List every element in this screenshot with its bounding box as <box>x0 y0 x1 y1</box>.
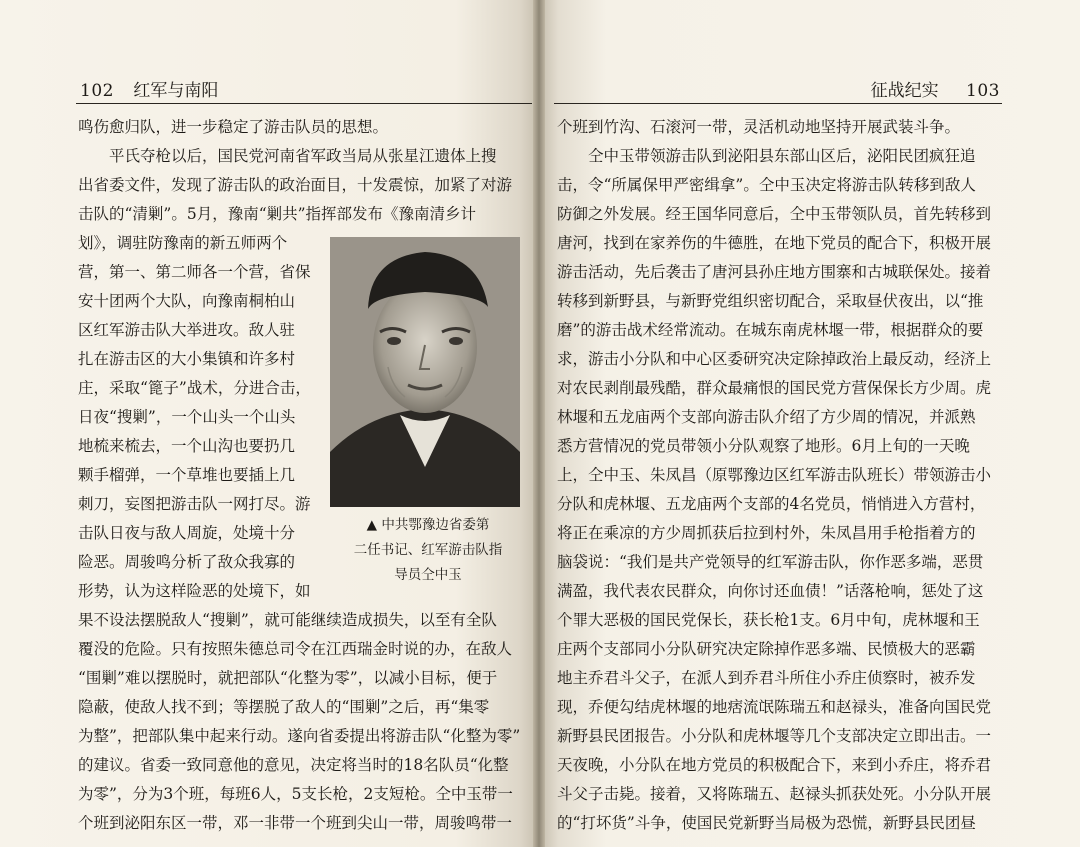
text-line: 形势，认为这样险恶的处境下，如 <box>78 582 311 600</box>
text-line: 安十团两个大队，向豫南桐柏山 <box>78 292 296 310</box>
text-line: 地梳来梳去，一个山沟也要扔几 <box>78 437 296 455</box>
text-line: 斗父子击毙。接着，又将陈瑞五、赵禄头抓获处死。小分队开展 <box>557 785 992 803</box>
right-page-header <box>555 80 1000 102</box>
text-line: 个班到竹沟、石滚河一带，灵活机动地坚持开展武装斗争。 <box>557 118 961 136</box>
text-line: 营，第一、第二师各一个营，省保 <box>78 263 311 281</box>
photo-caption-line: 二任书记、红军游击队指 <box>353 542 503 558</box>
text-line: 唐河，找到在家养伤的牛德胜，在地下党员的配合下，积极开展 <box>557 234 992 252</box>
text-line: 悉方营情况的党员带领小分队观察了地形。6月上旬的一天晚 <box>557 437 970 455</box>
text-line: 险恶。周骏鸣分析了敌众我寡的 <box>78 553 296 571</box>
text-line: 满盈，我代表农民群众，向你讨还血债！”话落枪响，惩处了这 <box>557 582 984 600</box>
text-line: 现，乔便勾结虎林堰的地痞流氓陈瑞五和赵禄头，准备向国民党 <box>557 698 992 716</box>
text-line: 脑袋说：“我们是共产党领导的红军游击队，你作恶多端，恶贯 <box>557 553 984 571</box>
left-page-header <box>80 80 532 102</box>
right-page-number: 103 <box>966 81 1000 101</box>
text-line: 击，令“所属保甲严密缉拿”。仝中玉决定将游击队转移到敌人 <box>557 176 976 194</box>
text-line: 刺刀，妄图把游击队一网打尽。游 <box>78 495 311 513</box>
text-line: 求，游击小分队和中心区委研究决定除掉政治上最反动，经济上 <box>557 350 992 368</box>
portrait-illustration <box>330 237 520 507</box>
text-line: 平氏夺枪以后，国民党河南省军政当局从张星江遗体上搜 <box>109 147 497 165</box>
text-line: 天夜晚，小分队在地方党员的积极配合下，来到小乔庄，将乔君 <box>557 756 992 774</box>
photo-caption-line: ▲ 中共鄂豫边省委第 <box>366 517 490 533</box>
text-line: 对农民剥削最残酷，群众最痛恨的国民党方营保保长方少周。虎 <box>557 379 992 397</box>
text-line: 扎在游击区的大小集镇和许多村 <box>78 350 296 368</box>
text-line: 出省委文件，发现了游击队的政治面目，十发震惊，加紧了对游 <box>78 176 513 194</box>
text-line: 个班到泌阳东区一带，邓一非带一个班到尖山一带，周骏鸣带一 <box>78 814 513 832</box>
text-line: 的建议。省委一致同意他的意见，决定将当时的18名队员“化整 <box>78 756 509 774</box>
text-line: 仝中玉带领游击队到泌阳县东部山区后，泌阳民团疯狂追 <box>588 147 976 165</box>
text-line: 隐蔽，使敌人找不到；等摆脱了敌人的“围剿”之后，再“集零 <box>78 698 490 716</box>
text-line: 个罪大恶极的国民党保长，获长枪1支。6月中旬，虎林堰和王 <box>557 611 980 629</box>
text-line: 转移到新野县，与新野党组织密切配合，采取昼伏夜出，以“推 <box>557 292 984 310</box>
left-running-title: 红军与南阳 <box>133 81 219 101</box>
text-line: 磨”的游击战术经常流动。在城东南虎林堰一带，根据群众的要 <box>557 321 984 339</box>
photo-caption-line: 导员仝中玉 <box>394 567 462 583</box>
text-line: 击队的“清剿”。5月，豫南“剿共”指挥部发布《豫南清乡计 <box>78 205 477 223</box>
book-gutter <box>533 0 545 847</box>
text-line: 上，仝中玉、朱凤昌（原鄂豫边区红军游击队班长）带领游击小 <box>557 466 992 484</box>
right-header-rule <box>554 103 1002 104</box>
text-line: 防御之外发展。经王国华同意后，仝中玉带领队员，首先转移到 <box>557 205 992 223</box>
text-line: 颗手榴弹，一个草堆也要插上几 <box>78 466 296 484</box>
right-running-title: 征战纪实 <box>870 81 939 101</box>
text-line: 日夜“搜剿”，一个山头一个山头 <box>78 408 296 426</box>
text-line: 分队和虎林堰、五龙庙两个支部的4名党员，悄悄进入方营村， <box>557 495 986 513</box>
text-line: 区红军游击队大举进攻。敌人驻 <box>78 321 296 339</box>
text-line: 庄两个支部同小分队研究决定除掉作恶多端、民愤极大的恶霸 <box>557 640 976 658</box>
left-header-rule <box>76 103 532 104</box>
text-line: 鸣伤愈归队，进一步稳定了游击队员的思想。 <box>78 118 389 136</box>
left-page-number: 102 <box>80 81 114 101</box>
text-line: 覆没的危险。只有按照朱德总司令在江西瑞金时说的办，在敌人 <box>78 640 513 658</box>
text-line: 庄，采取“篦子”战术，分进合击， <box>78 379 311 397</box>
text-line: 地主乔君斗父子，在派人到乔君斗所住小乔庄侦察时，被乔发 <box>557 669 976 687</box>
text-line: 果不设法摆脱敌人“搜剿”，就可能继续造成损失，以至有全队 <box>78 611 497 629</box>
text-line: 林堰和五龙庙两个支部向游击队介绍了方少周的情况，并派熟 <box>557 408 976 426</box>
text-line: 为整”，把部队集中起来行动。遂向省委提出将游击队“化整为零” <box>78 727 521 745</box>
portrait-photo <box>330 237 520 507</box>
text-line: 的“打坏货”斗争，使国民党新野当局极为恐慌，新野县民团昼 <box>557 814 976 832</box>
text-line: 为零”，分为3个班，每班6人，5支长枪，2支短枪。仝中玉带一 <box>78 785 513 803</box>
text-line: 划》，调驻防豫南的新五师两个 <box>78 234 288 252</box>
text-line: 新野县民团报告。小分队和虎林堰等几个支部决定立即出击。一 <box>557 727 992 745</box>
text-line: 游击活动，先后袭击了唐河县孙庄地方围寨和古城联保处。接着 <box>557 263 992 281</box>
text-line: 将正在乘凉的方少周抓获后拉到村外，朱凤昌用手枪指着方的 <box>557 524 976 542</box>
text-line: 击队日夜与敌人周旋，处境十分 <box>78 524 296 542</box>
text-line: “围剿”难以摆脱时，就把部队“化整为零”，以减小目标，便于 <box>78 669 498 687</box>
